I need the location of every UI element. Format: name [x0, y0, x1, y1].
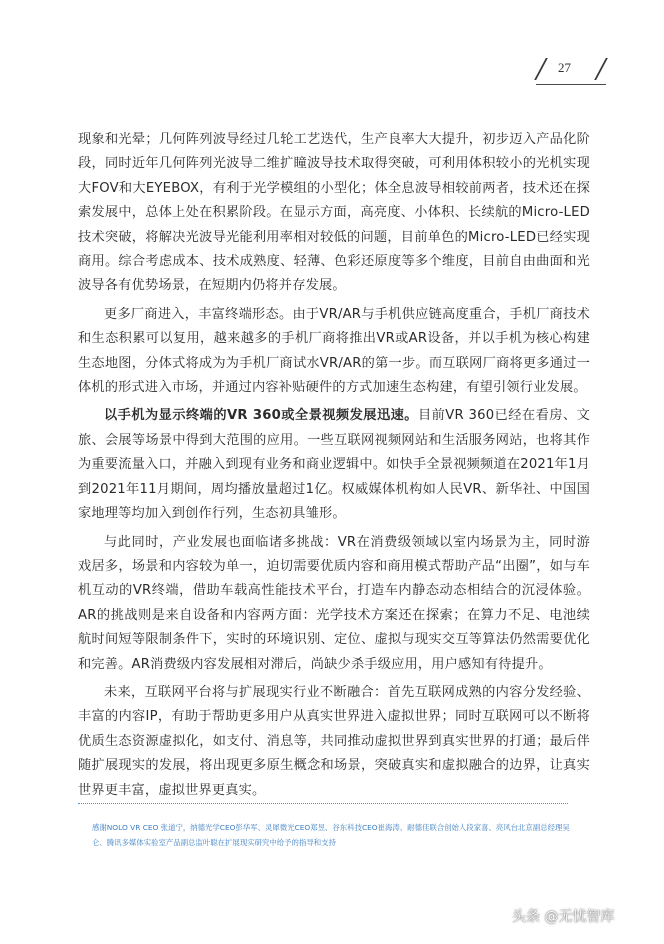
paragraph-5: 未来，互联网平台将与扩展现实行业不断融合：首先互联网成熟的内容分发经验、丰富的内容IP，有助于帮助更多用户从真实世界进入虚拟世界；同时互联网可以不断将优质生态资源虚拟化，如支付、消息等，共同推动虚拟世界到真实世界的打通；最后伴随扩展现实的发展，将出现更多原生概念和场景，突破真实和虚拟融合的边界，让真实世界更丰富，虚拟世界更真实。: [78, 684, 590, 798]
paragraph-3: [78, 404, 590, 526]
paragraph-4: 与此同时，产业发展也面临诸多挑战：VR在消费级领域以室内场景为主，同时游戏居多，场景和内容较为单一，迫切需要优质内容和商用模式帮助产品“出圈”，如与车机互动的VR终端，借助车载高性能技术平台，打造车内静态动态相结合的沉浸体验。AR的挑战则是来自设备和内容两方面：光学技术方案还在探索；在算力不足、电池续航时间短等限制条件下，实时的环境识别、定位、虚拟与现实交互等算法仍然需要优化和完善。AR消费级内容发展相对滞后，尚缺少杀手级应用，用户感知有待提升。: [78, 534, 590, 672]
watermark: 头条 @无忧智库: [512, 909, 615, 925]
header-rule: [536, 84, 606, 85]
footnote-divider: [78, 803, 568, 804]
slash-decoration-left: [534, 58, 548, 80]
paragraph-3-heading: 以手机为显示终端的VR 360或全景视频发展迅速。: [104, 408, 418, 424]
slash-decoration-right: [594, 58, 608, 80]
page-number: 27: [558, 60, 571, 75]
paragraph-1: 现象和光晕；几何阵列波导经过几轮工艺迭代，生产良率大大提升，初步迈入产品化阶段，同时近年几何阵列光波导二维扩瞳波导技术取得突破，可利用体积较小的光机实现大FOV和大EYEBOX，有利于光学模组的小型化；体全息波导相较前两者，技术还在探索发展中，总体上处在积累阶段。在显示方面，高亮度、小体积、长续航的Micro-LED 技术突破，将解决光波导光能利用率相对较低的问题，目前单色的Micro-LED已经实现商用。综合考虑成本、技术成熟度、轻薄、色彩还原度等多个维度，目前自由曲面和光波导各有优势场景，在短期内仍将并存发展。: [78, 132, 590, 294]
paragraph-3-body: 目前VR 360已经在看房、文旅、会展等场景中得到大范围的应用。一些互联网视频网站和生活服务网站，也将其作为重要流量入口，并融入到现有业务和商业逻辑中。如快手全景视频频道在2021年1月到2021年11月期间，周均播放量超过1亿。权威媒体机构如人民VR、新华社、中国国家地理等均加入到创作行列，生态初具雏形。: [78, 408, 590, 522]
paragraph-2: 更多厂商进入，丰富终端形态。由于VR/AR与手机供应链高度重合，手机厂商技术和生态积累可以复用，越来越多的手机厂商将推出VR或AR设备，并以手机为核心构建生态地图，分体式将成为为手机厂商试水VR/AR的第一步。而互联网厂商将更多通过一体机的形式进入市场，并通过内容补贴硬件的方式加速生态构建，有望引领行业发展。: [78, 306, 590, 396]
page-header: [520, 56, 620, 86]
acknowledgement-footnote: 感谢NOLO VR CEO 张道宁，纳德光学CEO彭华军、灵犀微光CEO郑昱、谷东科技CEO崔海涛、耐德佳联合创始人段家喜、亮风台北京副总经理吴仑、腾讯多媒体实验室产品副总监叶聪在扩展现实研究中给予的指导和支持: [92, 823, 570, 847]
body-text: [78, 128, 590, 807]
